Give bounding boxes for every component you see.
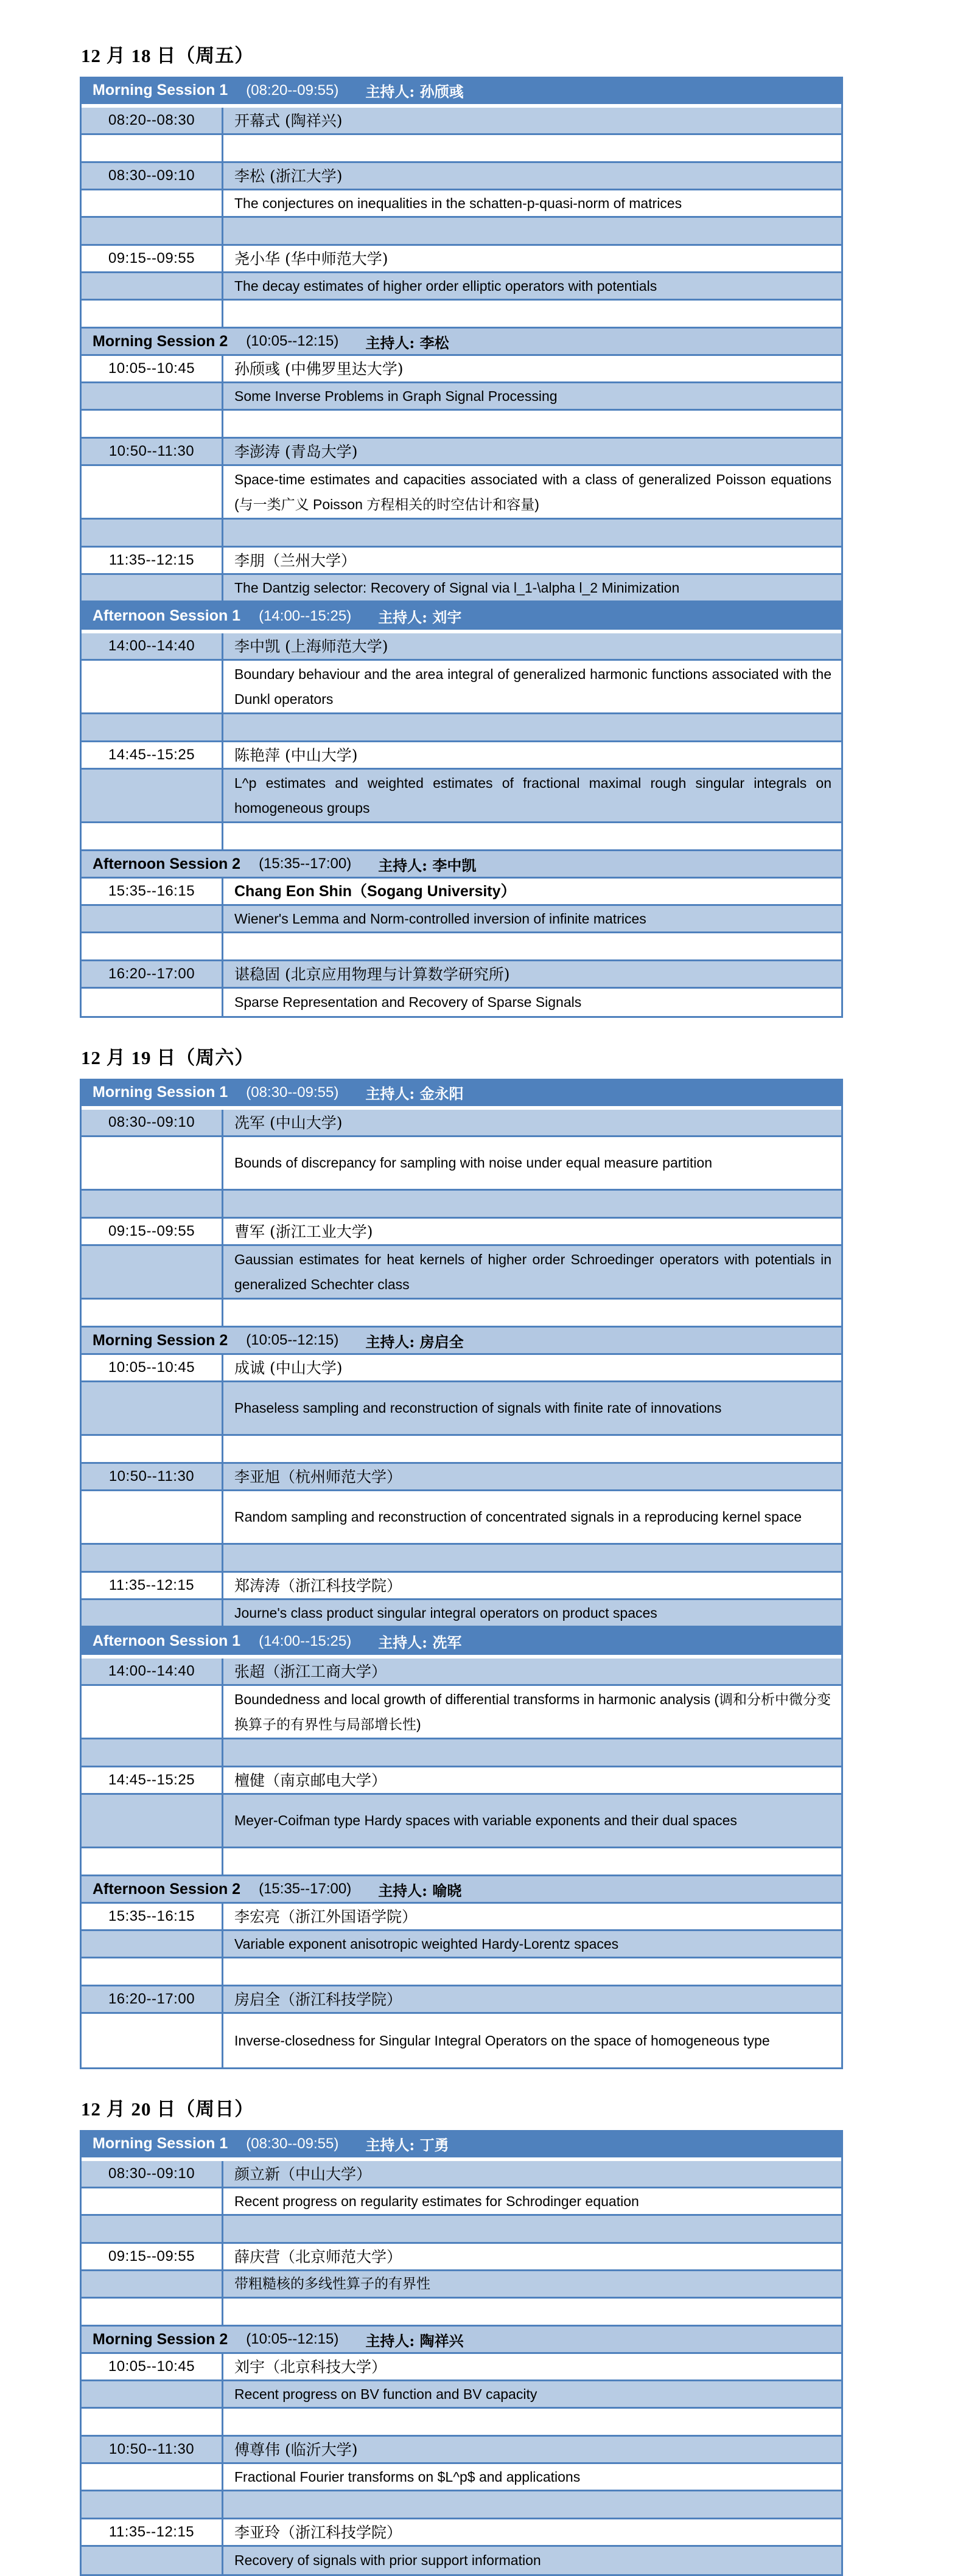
- speaker-name: 李亚玲（浙江科技学院）: [234, 2523, 402, 2541]
- session-chair: 主持人: 房启全: [365, 1332, 464, 1351]
- talk-title: Random sampling and reconstruction of concentrated signals in a reproducing kernel space: [234, 1509, 802, 1525]
- speaker-name: 房启全（浙江科技学院）: [234, 1990, 402, 2008]
- empty-cell: [222, 1848, 841, 1875]
- time-cell: [82, 1600, 222, 1626]
- time-cell: 08:30--09:10: [108, 2165, 195, 2182]
- session-chair: 主持人: 丁勇: [365, 2136, 449, 2154]
- talk-title-cell: [222, 2188, 841, 2214]
- schedule-row: [82, 1767, 841, 1795]
- session-header: [82, 2327, 841, 2354]
- talk-title-cell: [222, 2547, 841, 2574]
- speaker-cell: [222, 1110, 841, 1135]
- schedule-row: [82, 1795, 841, 1848]
- session-time: (14:00--15:25): [259, 607, 352, 624]
- speaker-cell: [222, 742, 841, 768]
- time-cell: [82, 301, 222, 327]
- schedule-row: [82, 163, 841, 190]
- spacer-row: [82, 2409, 841, 2437]
- time-cell: 15:35--16:15: [108, 1908, 195, 1924]
- time-cell: 08:30--09:10: [108, 167, 195, 184]
- spacer-row: [82, 135, 841, 163]
- schedule-row: [82, 1573, 841, 1600]
- time-cell: [82, 2271, 222, 2297]
- session-header: [82, 1627, 841, 1655]
- schedule-row: [82, 575, 841, 602]
- schedule-row: [82, 2161, 841, 2188]
- speaker-cell: [222, 1355, 841, 1380]
- schedule-row: [82, 1986, 841, 2014]
- schedule-row: [82, 548, 841, 575]
- speaker-cell: [222, 2161, 841, 2187]
- session-time: (08:30--09:55): [246, 1084, 339, 1101]
- spacer-row: [82, 2216, 841, 2244]
- time-cell: [82, 1491, 222, 1543]
- talk-title: Recent progress on BV function and BV capacity: [234, 2386, 537, 2402]
- talk-title: The decay estimates of higher order elliptic operators with potentials: [234, 277, 657, 294]
- schedule-row: [82, 439, 841, 466]
- schedule-row: [82, 2464, 841, 2491]
- schedule-row: [82, 2188, 841, 2216]
- speaker-cell: [222, 2519, 841, 2545]
- schedule-row: [82, 989, 841, 1016]
- time-cell: 09:15--09:55: [108, 250, 195, 266]
- speaker-cell: [222, 879, 841, 904]
- time-cell: [82, 2188, 222, 2214]
- schedule-row: [82, 2271, 841, 2299]
- talk-title: Bounds of discrepancy for sampling with noise under equal measure partition: [234, 1155, 712, 1171]
- time-cell: 08:30--09:10: [108, 1114, 195, 1130]
- session-header: [82, 1876, 841, 1904]
- session-label: Morning Session 2: [93, 332, 228, 350]
- time-cell: [82, 906, 222, 931]
- day-section: [80, 44, 966, 1018]
- time-cell: [82, 1191, 222, 1217]
- empty-cell: [222, 1739, 841, 1766]
- speaker-cell: [222, 2354, 841, 2379]
- speaker-name: 尧小华 (华中师范大学): [234, 249, 388, 268]
- session-header: [82, 602, 841, 630]
- session-label: Morning Session 1: [93, 82, 228, 99]
- speaker-cell: [222, 961, 841, 987]
- session-label: Afternoon Session 2: [93, 855, 241, 872]
- talk-title-cell: [222, 190, 841, 216]
- time-cell: [82, 466, 222, 518]
- session-label: Afternoon Session 1: [93, 1632, 241, 1649]
- spacer-row: [82, 714, 841, 742]
- day-section: [80, 2097, 966, 2576]
- schedule-row: [82, 1491, 841, 1545]
- talk-title: Phaseless sampling and reconstruction of signals with finite rate of innovations: [234, 1400, 722, 1416]
- talk-title: Some Inverse Problems in Graph Signal Processing: [234, 388, 558, 404]
- schedule-row: [82, 190, 841, 218]
- time-cell: [82, 411, 222, 437]
- session-chair: 主持人: 喻晓: [378, 1881, 462, 1899]
- time-cell: [82, 2464, 222, 2490]
- time-cell: [82, 1795, 222, 1847]
- time-cell: [82, 1436, 222, 1462]
- talk-title-cell: [222, 1600, 841, 1626]
- session-chair: 主持人: 孙颀彧: [365, 83, 464, 100]
- empty-cell: [222, 2216, 841, 2242]
- speaker-cell: [222, 356, 841, 381]
- schedule-row: [82, 961, 841, 989]
- schedule-row: [82, 661, 841, 714]
- empty-cell: [222, 2409, 841, 2435]
- empty-cell: [222, 823, 841, 849]
- session-time: (15:35--17:00): [259, 855, 352, 872]
- speaker-cell: [222, 1219, 841, 1244]
- empty-cell: [222, 1191, 841, 1217]
- spacer-row: [82, 1958, 841, 1986]
- session-table: [80, 2130, 843, 2576]
- time-cell: 10:05--10:45: [108, 360, 195, 377]
- time-cell: 10:05--10:45: [108, 2358, 195, 2375]
- schedule-row: [82, 2437, 841, 2464]
- speaker-cell: [222, 1573, 841, 1598]
- schedule-row: [82, 906, 841, 933]
- speaker-name: 檀健（南京邮电大学）: [234, 1771, 387, 1789]
- talk-title: Boundedness and local growth of differential transforms in harmonic analysis (调和分析中微分变换算子的有界性与局部增长性): [234, 1691, 831, 1732]
- session-chair: 主持人: 冼军: [378, 1634, 462, 1651]
- spacer-row: [82, 1545, 841, 1573]
- time-cell: 10:50--11:30: [108, 2441, 195, 2457]
- schedule-row: [82, 108, 841, 135]
- time-cell: [82, 714, 222, 740]
- session-header: [82, 329, 841, 356]
- talk-title: Boundary behaviour and the area integral of generalized harmonic functions associated with the Dunkl operators: [234, 666, 831, 707]
- empty-cell: [222, 714, 841, 740]
- session-label: Morning Session 1: [93, 2135, 228, 2152]
- schedule-row: [82, 1600, 841, 1627]
- speaker-name: 薛庆营（北京师范大学）: [234, 2247, 402, 2266]
- time-cell: [82, 520, 222, 546]
- talk-title-cell: [222, 770, 841, 821]
- time-cell: [82, 2491, 222, 2518]
- schedule-row: [82, 1904, 841, 1931]
- time-cell: 11:35--12:15: [108, 1577, 195, 1593]
- schedule-row: [82, 246, 841, 273]
- time-cell: [82, 2547, 222, 2574]
- schedule-row: [82, 1686, 841, 1739]
- speaker-cell: [222, 2437, 841, 2462]
- session-header: [82, 2130, 841, 2157]
- time-cell: 14:00--14:40: [108, 1663, 195, 1679]
- session-label: Afternoon Session 1: [93, 607, 241, 624]
- session-time: (10:05--12:15): [246, 2331, 339, 2347]
- time-cell: 10:50--11:30: [108, 1468, 195, 1485]
- speaker-cell: [222, 439, 841, 464]
- speaker-name: 曹军 (浙江工业大学): [234, 1222, 373, 1241]
- time-cell: 14:45--15:25: [108, 1772, 195, 1788]
- speaker-name: 颜立新（中山大学）: [234, 2165, 372, 2183]
- time-cell: 09:15--09:55: [108, 2248, 195, 2264]
- session-chair: 主持人: 金永阳: [365, 1085, 464, 1102]
- talk-title-cell: [222, 1137, 841, 1189]
- talk-title-cell: [222, 989, 841, 1016]
- speaker-name: 陈艳萍 (中山大学): [234, 746, 358, 764]
- session-label: Morning Session 2: [93, 1331, 228, 1349]
- speaker-name: 李宏亮（浙江外国语学院）: [234, 1907, 418, 1926]
- time-cell: 16:20--17:00: [108, 966, 195, 982]
- spacer-row: [82, 520, 841, 548]
- session-label: Morning Session 2: [93, 2330, 228, 2348]
- empty-cell: [222, 2299, 841, 2325]
- empty-cell: [222, 2491, 841, 2518]
- speaker-cell: [222, 246, 841, 271]
- talk-title: Gaussian estimates for heat kernels of higher order Schroedinger operators with potentials in generalized Schechter class: [234, 1251, 831, 1292]
- speaker-name: 李松 (浙江大学): [234, 167, 343, 185]
- schedule-row: [82, 1246, 841, 1300]
- empty-cell: [222, 933, 841, 959]
- spacer-row: [82, 1739, 841, 1767]
- talk-title-cell: [222, 661, 841, 712]
- schedule-row: [82, 466, 841, 520]
- speaker-name: 李亚旭（杭州师范大学）: [234, 1467, 402, 1486]
- schedule-row: [82, 2519, 841, 2547]
- talk-title-cell: [222, 383, 841, 409]
- spacer-row: [82, 1436, 841, 1464]
- speaker-cell: [222, 1986, 841, 2012]
- spacer-row: [82, 411, 841, 439]
- talk-title: Variable exponent anisotropic weighted Hardy-Lorentz spaces: [234, 1935, 619, 1952]
- time-cell: [82, 1739, 222, 1766]
- speaker-cell: [222, 1904, 841, 1929]
- time-cell: [82, 2381, 222, 2407]
- day-title: 12 月 20 日（周日）: [81, 2098, 254, 2120]
- schedule-row: [82, 1464, 841, 1491]
- session-table: [80, 77, 843, 1018]
- time-cell: [82, 383, 222, 409]
- spacer-row: [82, 823, 841, 851]
- time-cell: [82, 1931, 222, 1957]
- talk-title-cell: [222, 1382, 841, 1434]
- talk-title: Recovery of signals with prior support information: [234, 2552, 541, 2568]
- spacer-row: [82, 301, 841, 329]
- spacer-row: [82, 1191, 841, 1219]
- schedule-row: [82, 356, 841, 383]
- empty-cell: [222, 520, 841, 546]
- talk-title-cell: [222, 2381, 841, 2407]
- speaker-name: 傅尊伟 (临沂大学): [234, 2440, 358, 2459]
- talk-title: Fractional Fourier transforms on $L^p$ and applications: [234, 2468, 581, 2485]
- time-cell: [82, 1137, 222, 1189]
- talk-title: Space-time estimates and capacities associated with a class of generalized Poisson equations (与一类广义 Poisson 方程相关的时空估计和容量): [234, 471, 831, 512]
- empty-cell: [222, 1300, 841, 1326]
- time-cell: [82, 1300, 222, 1326]
- time-cell: 11:35--12:15: [108, 552, 195, 568]
- empty-cell: [222, 135, 841, 161]
- day-title: 12 月 18 日（周五）: [81, 45, 254, 66]
- schedule-row: [82, 742, 841, 770]
- session-header: [82, 77, 841, 104]
- time-cell: [82, 933, 222, 959]
- speaker-name: 张超（浙江工商大学）: [234, 1662, 387, 1680]
- talk-title: The conjectures on inequalities in the schatten-p-quasi-norm of matrices: [234, 195, 682, 211]
- spacer-row: [82, 1300, 841, 1328]
- spacer-row: [82, 2491, 841, 2519]
- talk-title-cell: [222, 273, 841, 299]
- time-cell: 14:00--14:40: [108, 638, 195, 654]
- talk-title: Sparse Representation and Recovery of Sparse Signals: [234, 994, 582, 1010]
- talk-title: Recent progress on regularity estimates for Schrodinger equation: [234, 2193, 639, 2209]
- time-cell: 11:35--12:15: [108, 2524, 195, 2540]
- time-cell: [82, 190, 222, 216]
- talk-title-cell: [222, 2271, 841, 2297]
- empty-cell: [222, 218, 841, 244]
- talk-title-cell: [222, 466, 841, 518]
- schedule-row: [82, 1382, 841, 1436]
- speaker-cell: [222, 548, 841, 573]
- session-table: [80, 1079, 843, 2069]
- schedule-row: [82, 1137, 841, 1191]
- speaker-name: 郑涛涛（浙江科技学院）: [234, 1576, 402, 1595]
- schedule-row: [82, 879, 841, 906]
- time-cell: [82, 273, 222, 299]
- time-cell: 08:20--08:30: [108, 112, 195, 128]
- speaker-cell: [222, 1659, 841, 1684]
- time-cell: [82, 661, 222, 712]
- speaker-cell: [222, 2244, 841, 2269]
- schedule-row: [82, 2244, 841, 2271]
- speaker-name: 李中凯 (上海师范大学): [234, 637, 388, 655]
- session-header: [82, 851, 841, 879]
- time-cell: [82, 135, 222, 161]
- talk-title-cell: [222, 575, 841, 600]
- empty-cell: [222, 411, 841, 437]
- talk-title: Inverse-closedness for Singular Integral Operators on the space of homogeneous type: [234, 2032, 770, 2049]
- session-time: (14:00--15:25): [259, 1632, 352, 1649]
- talk-title: The Dantzig selector: Recovery of Signal via l_1-\alpha l_2 Minimization: [234, 579, 680, 596]
- talk-title-cell: [222, 1246, 841, 1298]
- time-cell: [82, 2409, 222, 2435]
- day-title: 12 月 19 日（周六）: [81, 1047, 254, 1068]
- session-time: (10:05--12:15): [246, 333, 339, 349]
- speaker-cell: [222, 108, 841, 133]
- schedule-row: [82, 1219, 841, 1246]
- schedule-row: [82, 273, 841, 301]
- speaker-cell: [222, 1767, 841, 1793]
- speaker-name: Chang Eon Shin（Sogang University）: [234, 882, 516, 900]
- spacer-row: [82, 1848, 841, 1876]
- speaker-name: 谌稳固 (北京应用物理与计算数学研究所): [234, 965, 510, 983]
- speaker-cell: [222, 1464, 841, 1489]
- time-cell: [82, 2014, 222, 2067]
- time-cell: [82, 770, 222, 821]
- session-chair: 主持人: 刘宇: [378, 608, 462, 626]
- session-header: [82, 1079, 841, 1106]
- time-cell: [82, 1246, 222, 1298]
- time-cell: 15:35--16:15: [108, 883, 195, 899]
- schedule-row: [82, 1659, 841, 1686]
- spacer-row: [82, 2299, 841, 2327]
- empty-cell: [222, 1436, 841, 1462]
- schedule-row: [82, 383, 841, 411]
- day-section: [80, 1046, 966, 2069]
- schedule-row: [82, 1110, 841, 1137]
- session-time: (15:35--17:00): [259, 1881, 352, 1897]
- session-time: (08:20--09:55): [246, 82, 339, 99]
- schedule-row: [82, 2547, 841, 2574]
- schedule-row: [82, 2354, 841, 2381]
- time-cell: 10:50--11:30: [108, 443, 195, 459]
- session-header: [82, 1328, 841, 1355]
- session-chair: 主持人: 李中凯: [378, 856, 477, 874]
- time-cell: 10:05--10:45: [108, 1359, 195, 1376]
- session-time: (10:05--12:15): [246, 1332, 339, 1348]
- time-cell: [82, 1848, 222, 1875]
- speaker-name: 开幕式 (陶祥兴): [234, 111, 343, 130]
- time-cell: [82, 575, 222, 600]
- speaker-cell: [222, 163, 841, 189]
- schedule-row: [82, 1931, 841, 1958]
- spacer-row: [82, 933, 841, 961]
- talk-title-cell: [222, 2464, 841, 2490]
- talk-title: Wiener's Lemma and Norm-controlled inversion of infinite matrices: [234, 910, 646, 927]
- empty-cell: [222, 301, 841, 327]
- time-cell: [82, 2299, 222, 2325]
- session-label: Morning Session 1: [93, 1084, 228, 1101]
- talk-title: L^p estimates and weighted estimates of fractional maximal rough singular integrals on homogeneous groups: [234, 775, 831, 816]
- speaker-name: 李朋（兰州大学）: [234, 551, 357, 569]
- talk-title: 带粗糙核的多线性算子的有界性: [234, 2275, 430, 2292]
- empty-cell: [222, 1545, 841, 1571]
- talk-title-cell: [222, 1931, 841, 1957]
- speaker-name: 成诚 (中山大学): [234, 1359, 343, 1377]
- talk-title-cell: [222, 2014, 841, 2067]
- time-cell: [82, 1958, 222, 1985]
- schedule-row: [82, 2381, 841, 2409]
- talk-title-cell: [222, 906, 841, 931]
- time-cell: 09:15--09:55: [108, 1223, 195, 1239]
- session-chair: 主持人: 陶祥兴: [365, 2331, 464, 2350]
- empty-cell: [222, 1958, 841, 1985]
- schedule-row: [82, 633, 841, 661]
- session-chair: 主持人: 李松: [365, 333, 449, 352]
- talk-title-cell: [222, 1686, 841, 1738]
- time-cell: [82, 2216, 222, 2242]
- speaker-name: 刘宇（北京科技大学）: [234, 2358, 387, 2376]
- time-cell: [82, 989, 222, 1016]
- schedule-row: [82, 1355, 841, 1382]
- time-cell: 16:20--17:00: [108, 1991, 195, 2007]
- speaker-name: 冼军 (中山大学): [234, 1113, 343, 1132]
- spacer-row: [82, 218, 841, 246]
- session-label: Afternoon Session 2: [93, 1880, 241, 1898]
- speaker-name: 孙颀彧 (中佛罗里达大学): [234, 360, 404, 378]
- schedule-row: [82, 770, 841, 823]
- speaker-name: 李澎涛 (青岛大学): [234, 442, 358, 461]
- time-cell: [82, 823, 222, 849]
- time-cell: [82, 1545, 222, 1571]
- talk-title-cell: [222, 1795, 841, 1847]
- talk-title-cell: [222, 1491, 841, 1543]
- time-cell: [82, 1686, 222, 1738]
- talk-title: Meyer-Coifman type Hardy spaces with variable exponents and their dual spaces: [234, 1812, 737, 1828]
- schedule-row: [82, 2014, 841, 2067]
- session-time: (08:30--09:55): [246, 2135, 339, 2152]
- talk-title: Journe's class product singular integral operators on product spaces: [234, 1604, 657, 1621]
- time-cell: [82, 1382, 222, 1434]
- speaker-cell: [222, 633, 841, 659]
- time-cell: 14:45--15:25: [108, 747, 195, 763]
- time-cell: [82, 218, 222, 244]
